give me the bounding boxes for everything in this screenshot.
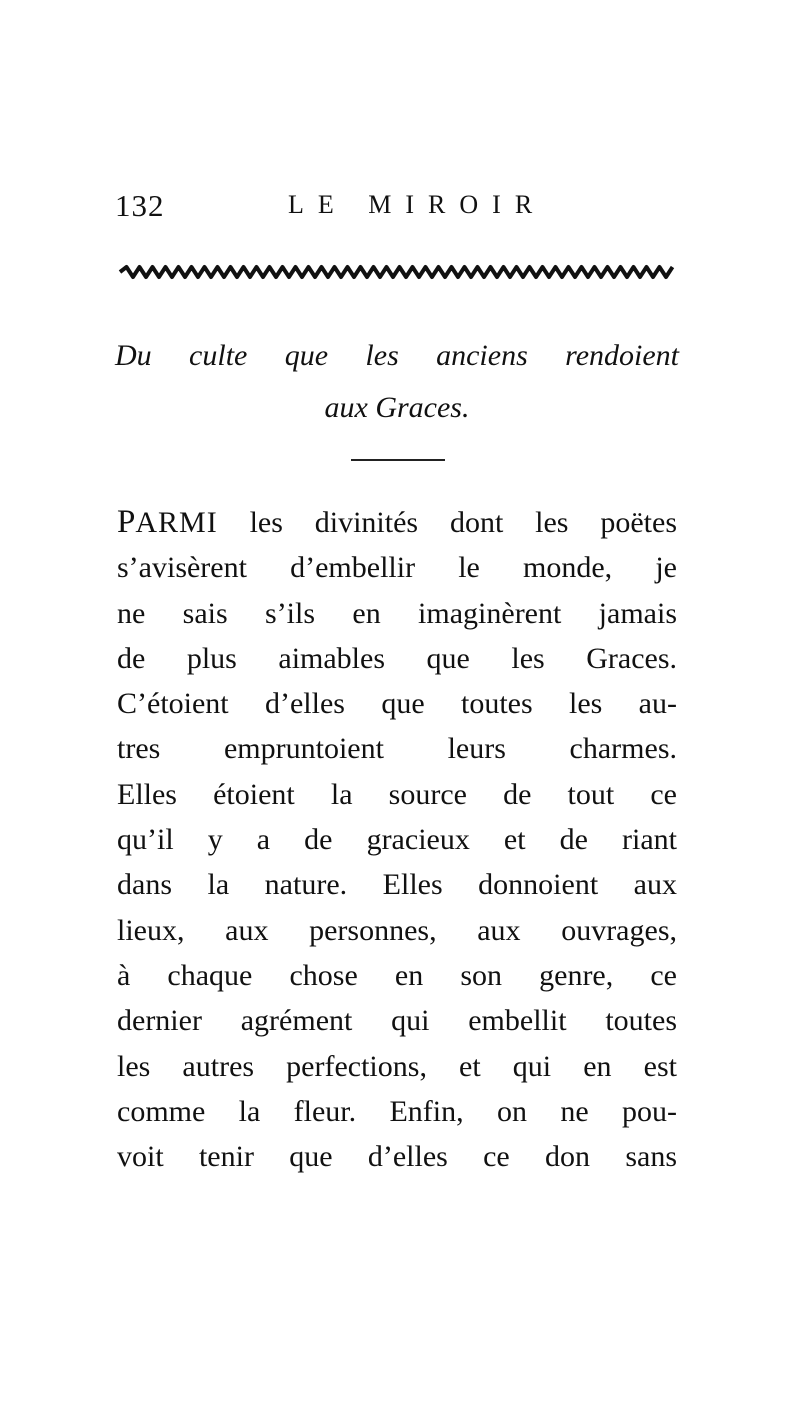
body-line: comme la fleur. Enfin, on ne pou- [117, 1094, 677, 1128]
lead-small-caps: ARMI [135, 506, 218, 539]
body-line: lieux, aux personnes, aux ouvrages, [117, 913, 677, 947]
body-line [117, 500, 677, 545]
lead-capital: P [117, 504, 136, 540]
chapter-title-line-1: Du culte que les anciens rendoient [115, 339, 679, 372]
chapter-title-line-2: aux Graces. [324, 391, 470, 424]
body-line: voit tenir que d’elles ce don sans [117, 1140, 677, 1174]
running-title: LE MIROIR [288, 190, 547, 219]
body-line: Elles étoient la source de tout ce [117, 777, 677, 811]
body-line: à chaque chose en son genre, ce [117, 958, 677, 992]
body-line: ne sais s’ils en imaginèrent jamais [117, 596, 677, 630]
running-head [115, 188, 675, 228]
page-number: 132 [115, 188, 165, 223]
body-line: les autres perfections, et qui en est [117, 1049, 677, 1083]
body-line: dans la nature. Elles donnoient aux [117, 868, 677, 902]
section-divider [351, 459, 445, 461]
body-line: s’avisèrent d’embellir le monde, je [117, 551, 677, 585]
ornamental-rule [118, 262, 678, 282]
body-line-text: les divinités dont les poëtes [217, 506, 677, 539]
body-line: qu’il y a de gracieux et de riant [117, 823, 677, 857]
body-line: C’étoient d’elles que toutes les au- [117, 687, 677, 721]
body-line: tres empruntoient leurs charmes. [117, 732, 677, 766]
body-paragraph [117, 500, 677, 1179]
body-line: dernier agrément qui embellit toutes [117, 1004, 677, 1038]
body-line: de plus aimables que les Graces. [117, 641, 677, 675]
chapter-heading [115, 330, 679, 434]
